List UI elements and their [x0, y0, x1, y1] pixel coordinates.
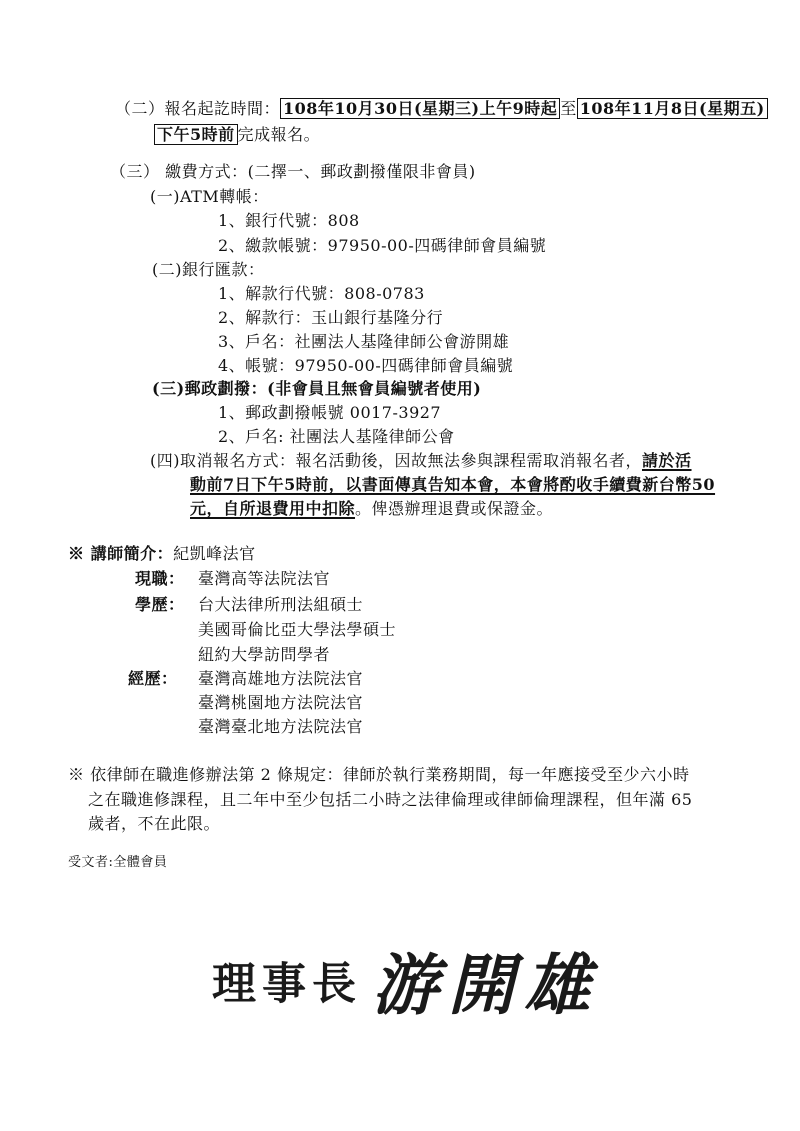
regulation-note-line: 之在職進修課程，且二年中至少包括二小時之法律倫理或律師倫理課程，但年滿 65 — [88, 790, 693, 809]
atm-title: (一)ATM轉帳： — [150, 187, 269, 206]
atm-item: 1、銀行代號：808 — [218, 211, 360, 230]
cancel-text: 。俾憑辦理退費或保證金。 — [355, 499, 554, 518]
regulation-note-line: 歲者，不在此限。 — [88, 814, 221, 833]
cancel-emphasis: 動前7日下午5時前，以書面傳真告知本會，本會將酌收手續費新台幣50 — [190, 475, 716, 494]
bank-title: (二)銀行匯款： — [152, 260, 265, 279]
experience-item: 臺灣桃園地方法院法官 — [198, 693, 364, 712]
registration-start-date: 108年10月30日(星期三)上午9時起 — [280, 98, 560, 119]
cancel-emphasis: 元，自所退費用中扣除 — [190, 499, 356, 518]
experience-label: 經歷： — [128, 669, 178, 688]
education-item: 紐約大學訪問學者 — [198, 645, 331, 664]
experience-item: 臺灣高雄地方法院法官 — [198, 669, 364, 688]
bank-item: 3、戶名：社團法人基隆律師公會游開雄 — [218, 332, 510, 351]
cancel-line-1 — [150, 450, 692, 472]
registration-end-time: 下午5時前 — [154, 124, 238, 145]
registration-end-date: 108年11月8日(星期五) — [577, 98, 768, 119]
lecturer-name: 紀凱峰法官 — [173, 544, 256, 563]
cancel-text: (四)取消報名方式：報名活動後，因故無法參與課程需取消報名者， — [150, 451, 642, 470]
bank-item: 1、解款行代號：808-0783 — [218, 284, 425, 303]
lecturer-heading — [68, 543, 256, 565]
chairman-signature — [212, 932, 600, 1027]
experience-item: 臺灣臺北地方法院法官 — [198, 717, 364, 736]
cancel-line-3 — [190, 498, 553, 520]
education-item: 美國哥倫比亞大學法學碩士 — [198, 620, 397, 639]
postal-item: 1、郵政劃撥帳號 0017-3927 — [218, 403, 442, 422]
registration-period-label: （二）報名起訖時間： — [115, 99, 281, 118]
education-item: 台大法律所刑法組碩士 — [198, 595, 364, 614]
payment-title: （三） 繳費方式：(二擇一、郵政劃撥僅限非會員) — [110, 162, 476, 181]
signature-name: 游開雄 — [372, 946, 600, 1024]
education-label: 學歷： — [135, 595, 185, 614]
postal-title: (三)郵政劃撥：(非會員且無會員編號者使用) — [152, 379, 482, 398]
recipient: 受文者:全體會員 — [68, 855, 168, 870]
current-position: 臺灣高等法院法官 — [198, 569, 331, 588]
postal-item: 2、戶名: 社團法人基隆律師公會 — [218, 427, 455, 446]
signature-title: 理事長 — [212, 958, 362, 1010]
lecturer-title: ※ 講師簡介： — [68, 544, 174, 563]
current-position-label: 現職： — [135, 569, 185, 588]
registration-to: 至 — [560, 99, 577, 118]
atm-item: 2、繳款帳號：97950-00-四碼律師會員編號 — [218, 236, 547, 255]
registration-period-line-2 — [154, 124, 320, 146]
bank-item: 4、帳號：97950-00-四碼律師會員編號 — [218, 356, 514, 375]
registration-suffix: 完成報名。 — [237, 125, 321, 144]
cancel-emphasis: 請於活 — [642, 451, 692, 470]
registration-period-line-1 — [115, 98, 768, 120]
regulation-note-line: ※ 依律師在職進修辦法第 2 條規定：律師於執行業務期間，每一年應接受至少六小時 — [68, 765, 690, 784]
bank-item: 2、解款行：玉山銀行基隆分行 — [218, 308, 444, 327]
